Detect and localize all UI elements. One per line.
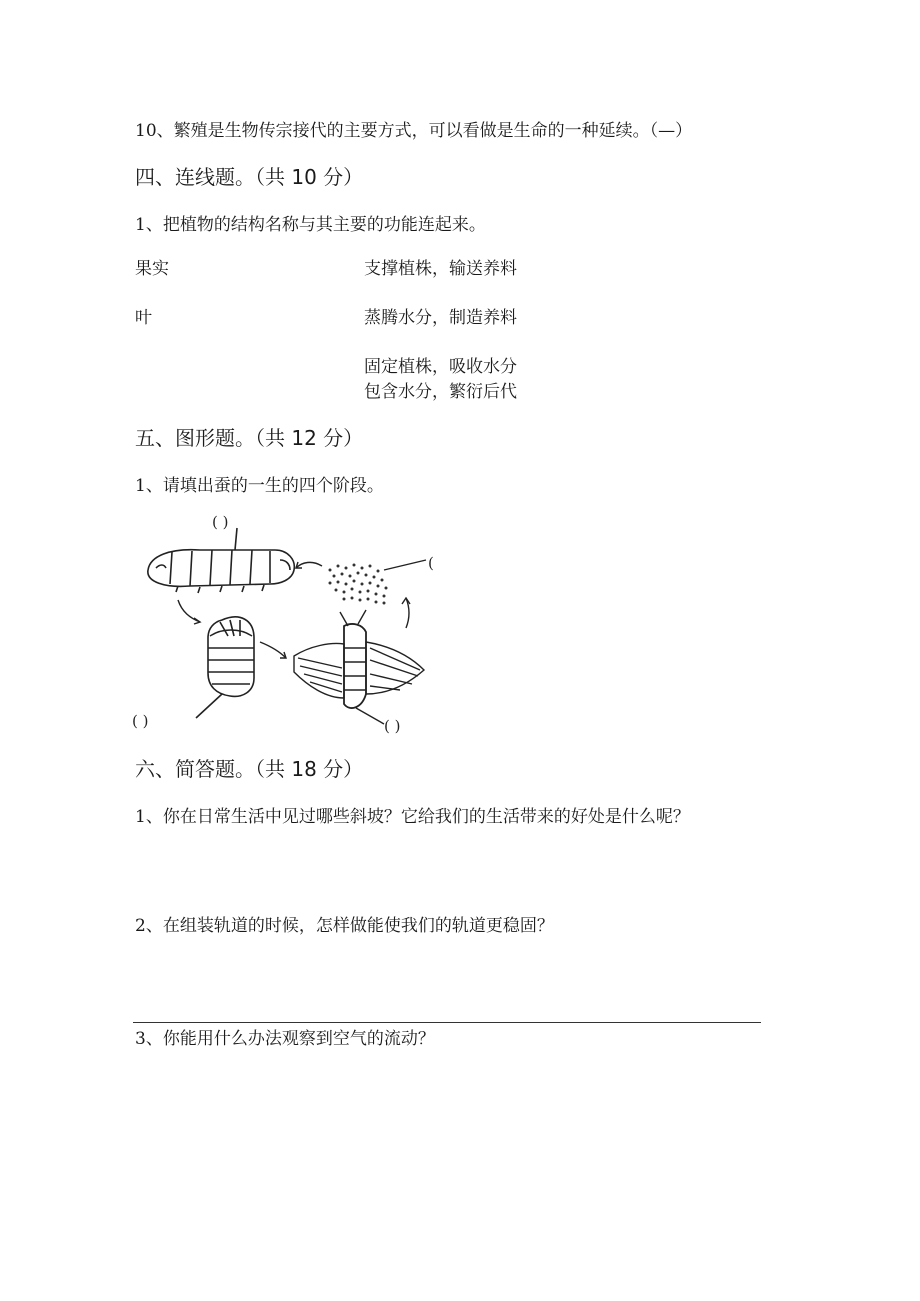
answer-blank-bottom-left[interactable]: ( ) [132,712,149,730]
match-right-item-3: 固定植株，吸收水分 [364,357,517,377]
section-4-question-1: 1、把植物的结构名称与其主要的功能连起来。 [135,215,486,235]
section-6-question-3: 3、你能用什么办法观察到空气的流动？ [135,1029,435,1049]
question-10: 10、繁殖是生物传宗接代的主要方式，可以看做是生命的一种延续。（—） [135,121,693,141]
match-right-item-4: 包含水分，繁衍后代 [364,382,517,402]
section-5-question-1: 1、请填出蚕的一生的四个阶段。 [135,476,384,496]
match-right-item-1: 支撑植株，输送养料 [364,259,517,279]
moth-drawing [294,610,424,724]
eggs-drawing [329,564,388,605]
answer-blank-top[interactable]: ( ) [212,513,229,531]
section-5-title: 五、图形题。（共 12 分） [135,426,364,450]
match-left-item-1: 果实 [135,259,169,279]
match-left-item-2: 叶 [135,308,152,328]
answer-blank-bottom-right[interactable]: ( ) [384,717,401,735]
match-right-item-2: 蒸腾水分，制造养料 [364,308,517,328]
section-4-title: 四、连线题。（共 10 分） [135,165,364,189]
lifecycle-arrows [178,560,426,658]
section-6-title: 六、简答题。（共 18 分） [135,757,364,781]
divider-line [133,1022,761,1023]
section-6-question-1: 1、你在日常生活中见过哪些斜坡？它给我们的生活带来的好处是什么呢？ [135,807,690,827]
pupa-drawing [196,617,254,718]
answer-blank-right[interactable]: ( [428,554,434,572]
larva-drawing [148,528,294,593]
section-6-question-2: 2、在组装轨道的时候，怎样做能使我们的轨道更稳固？ [135,916,554,936]
silkworm-lifecycle-figure [130,508,450,738]
